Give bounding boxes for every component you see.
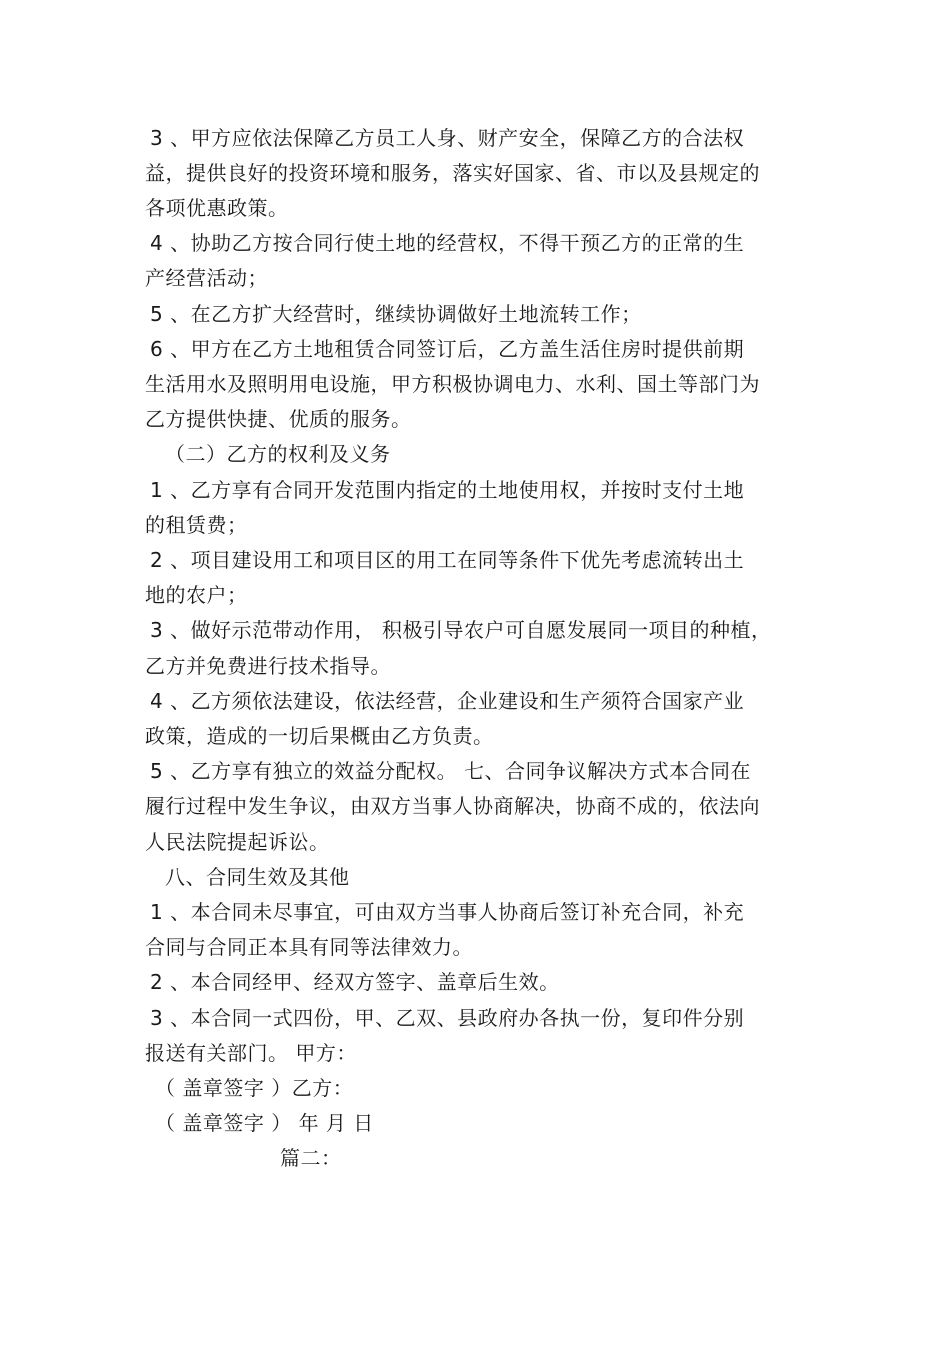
section-heading: 八、合同生效及其他 (165, 865, 350, 889)
text-line: 3 、本合同一式四份，甲、乙双、县政府办各执一份，复印件分别 (150, 1006, 745, 1030)
text-line: 产经营活动； (145, 266, 268, 290)
text-line: 3 、甲方应依法保障乙方员工人身、财产安全，保障乙方的合法权 (150, 126, 745, 150)
text-line: 合同与合同正本具有同等法律效力。 (145, 935, 473, 959)
text-line: 4 、乙方须依法建设，依法经营，企业建设和生产须符合国家产业 (150, 689, 745, 713)
text-line: 5 、乙方享有独立的效益分配权。 七、合同争议解决方式本合同在 (150, 759, 751, 783)
text-line: 各项优惠政策。 (145, 196, 289, 220)
text-line: 的租赁费； (145, 513, 248, 537)
text-line: 2 、项目建设用工和项目区的用工在同等条件下优先考虑流转出土 (150, 548, 745, 572)
text-line: 1 、本合同未尽事宜，可由双方当事人协商后签订补充合同，补充 (150, 900, 745, 924)
text-line: 政策，造成的一切后果概由乙方负责。 (145, 724, 494, 748)
text-line: 5 、在乙方扩大经营时，继续协调做好土地流转工作； (150, 302, 642, 326)
text-line: 益，提供良好的投资环境和服务，落实好国家、省、市以及县规定的 (145, 161, 760, 185)
section-heading: 篇二： (280, 1146, 342, 1170)
signature-date-line: （ 盖章签字 ） 年 月 日 (155, 1111, 374, 1135)
text-line: 报送有关部门。 甲方： (145, 1041, 357, 1065)
text-line: 人民法院提起诉讼。 (145, 830, 330, 854)
text-line: 3 、做好示范带动作用， 积极引导农户可自愿发展同一项目的种植， (150, 618, 772, 642)
signature-line: （ 盖章签字 ）乙方： (155, 1076, 354, 1100)
text-line: 履行过程中发生争议，由双方当事人协商解决，协商不成的，依法向 (145, 794, 760, 818)
section-heading: （二）乙方的权利及义务 (165, 442, 391, 466)
text-line: 生活用水及照明用电设施，甲方积极协调电力、水利、国土等部门为 (145, 372, 760, 396)
text-line: 6 、甲方在乙方土地租赁合同签订后，乙方盖生活住房时提供前期 (150, 337, 745, 361)
text-line: 乙方并免费进行技术指导。 (145, 654, 391, 678)
text-line: 1 、乙方享有合同开发范围内指定的土地使用权，并按时支付土地 (150, 478, 745, 502)
text-line: 4 、协助乙方按合同行使土地的经营权，不得干预乙方的正常的生 (150, 231, 745, 255)
text-line: 2 、本合同经甲、经双方签字、盖章后生效。 (150, 970, 560, 994)
text-line: 乙方提供快捷、优质的服务。 (145, 407, 412, 431)
text-line: 地的农户； (145, 583, 248, 607)
